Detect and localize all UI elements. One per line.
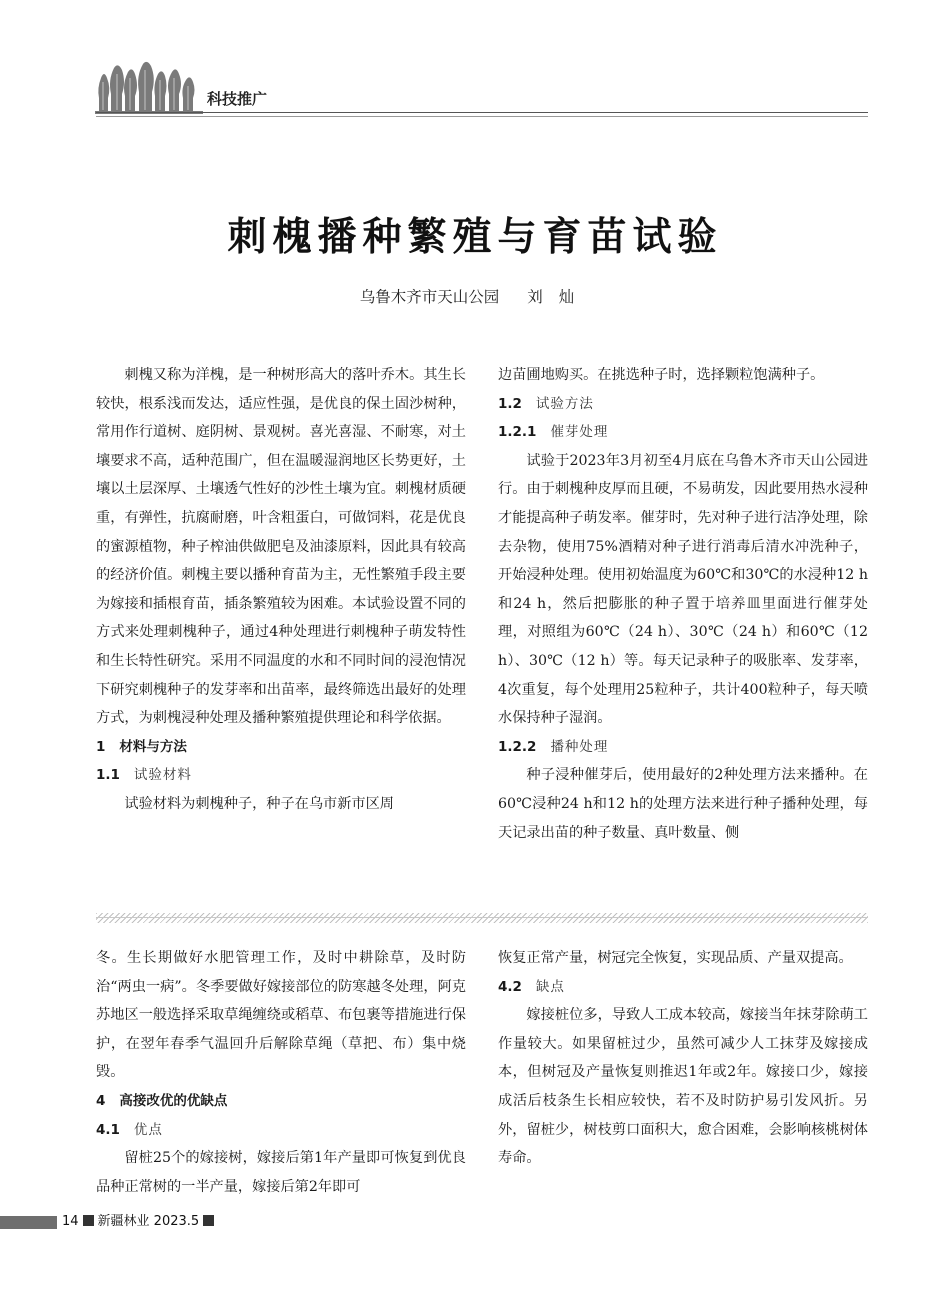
paragraph: 边苗圃地购买。在挑选种子时，选择颗粒饱满种子。 (498, 367, 825, 383)
heading-text: 高接改优的优缺点 (119, 1092, 228, 1109)
heading-number: 4 (96, 1092, 106, 1109)
column-bottom-left (96, 944, 466, 1201)
heading-text: 催芽处理 (550, 424, 609, 441)
square-bullet-icon (83, 1215, 94, 1226)
journal-issue: 新疆林业 2023.5 (97, 1214, 200, 1229)
page-number: 14 (62, 1214, 79, 1229)
column-top-right (498, 361, 868, 847)
heading-section-1 (96, 733, 466, 762)
tree-row-icon (95, 58, 205, 114)
heading-section-1-1 (96, 761, 466, 790)
intro-paragraph: 刺槐又称为洋槐，是一种树形高大的落叶乔木。其生长较快，根系浅而发达，适应性强，是优良的保土固沙树种，常用作行道树、庭阴树、景观树。喜光喜湿、不耐寒，对土壤要求不高，适种范围广，但在温暖湿润地区长势更好，土壤以土层深厚、土壤透气性好的沙性土壤为宜。刺槐材质硬重，有弹性，抗腐耐磨，叶含粗蛋白，可做饲料，花是优良的蜜源植物，种子榨油供做肥皂及油漆原料，因此具有较高的经济价值。刺槐主要以播种育苗为主，无性繁殖手段主要为嫁接和插根育苗，插条繁殖较为困难。本试验设置不同的方式来处理刺槐种子，通过4种处理进行刺槐种子萌发特性和生长特性研究。采用不同温度的水和不同时间的浸泡情况下研究刺槐种子的发芽率和出苗率，最终筛选出最好的处理方式，为刺槐浸种处理及播种繁殖提供理论和科学依据。 (96, 367, 466, 727)
paragraph: 留桩25个的嫁接树，嫁接后第1年产量即可恢复到优良品种正常树的一半产量，嫁接后第2年即可 (96, 1150, 466, 1195)
heading-number: 1.2.2 (498, 738, 537, 755)
heading-text: 播种处理 (550, 738, 609, 755)
article-title: 刺槐播种繁殖与育苗试验 (227, 215, 723, 260)
section-label: 科技推广 (207, 90, 268, 108)
heading-text: 材料与方法 (119, 738, 187, 755)
paragraph: 试验材料为刺槐种子，种子在乌市新市区周 (124, 795, 394, 812)
column-bottom-right (498, 944, 868, 1173)
heading-number: 4.1 (96, 1121, 120, 1138)
paragraph: 恢复正常产量，树冠完全恢复，实现品质、产量双提高。 (498, 950, 853, 966)
header-rule-secondary (96, 116, 868, 117)
article-divider-line (96, 917, 868, 918)
heading-number: 1.1 (96, 767, 120, 784)
heading-number: 1 (96, 738, 106, 755)
column-top-left (96, 361, 466, 819)
heading-section-1-2-2 (498, 733, 868, 762)
paragraph: 种子浸种催芽后，使用最好的2种处理方法来播种。在60℃浸种24 h和12 h的处理方法来进行种子播种处理，每天记录出苗的种子数量、真叶数量、侧 (498, 767, 868, 841)
heading-text: 试验方法 (535, 395, 594, 412)
header-rule (96, 112, 868, 113)
heading-section-4-2 (498, 973, 868, 1002)
author: 刘灿 (527, 288, 591, 306)
byline (0, 285, 950, 307)
page-header (95, 52, 868, 118)
page-footer (0, 1213, 260, 1231)
paragraph: 嫁接桩位多，导致人工成本较高，嫁接当年抹芽除萌工作量较大。如果留桩过少，虽然可减少人工抹芽及嫁接成本，但树冠及产量恢复则推迟1年或2年。嫁接口少，嫁接成活后枝条生长相应较快，若不及时防护易引发风折。另外，留桩少，树枝剪口面积大，愈合困难，会影响核桃树体寿命。 (498, 1007, 868, 1167)
heading-number: 4.2 (498, 978, 522, 995)
heading-section-1-2 (498, 390, 868, 419)
affiliation: 乌鲁木齐市天山公园 (359, 288, 500, 306)
heading-section-4 (96, 1087, 466, 1116)
heading-text: 试验材料 (133, 767, 192, 784)
heading-text: 优点 (133, 1121, 163, 1138)
square-bullet-icon (203, 1215, 214, 1226)
footer-bar (0, 1216, 57, 1229)
paragraph: 试验于2023年3月初至4月底在乌鲁木齐市天山公园进行。由于刺槐种皮厚而且硬，不易萌发，因此要用热水浸种才能提高种子萌发率。催芽时，先对种子进行洁净处理，除去杂物，使用75%酒精对种子进行消毒后清水冲洗种子，开始浸种处理。使用初始温度为60℃和30℃的水浸种12 h和24 h，然后把膨胀的种子置于培养皿里面进行催芽处理，对照组为60℃（24 h）、30℃（24 h）和60℃（12 h）、30℃（12 h）等。每天记录种子的吸胀率、发芽率，4次重复，每个处理用25粒种子，共计400粒种子，每天喷水保持种子湿润。 (498, 452, 868, 727)
heading-text: 缺点 (535, 978, 565, 995)
heading-number: 1.2.1 (498, 424, 537, 441)
heading-section-4-1 (96, 1116, 466, 1145)
heading-number: 1.2 (498, 395, 522, 412)
article-divider (96, 913, 868, 923)
paragraph: 冬。生长期做好水肥管理工作，及时中耕除草，及时防治“两虫一病”。冬季要做好嫁接部位的防寒越冬处理，阿克苏地区一般选择采取草绳缠绕或稻草、布包裹等措施进行保护，在翌年春季气温回升后解除草绳（草把、布）集中烧毁。 (96, 950, 466, 1081)
heading-section-1-2-1 (498, 418, 868, 447)
footer-text (62, 1213, 218, 1231)
